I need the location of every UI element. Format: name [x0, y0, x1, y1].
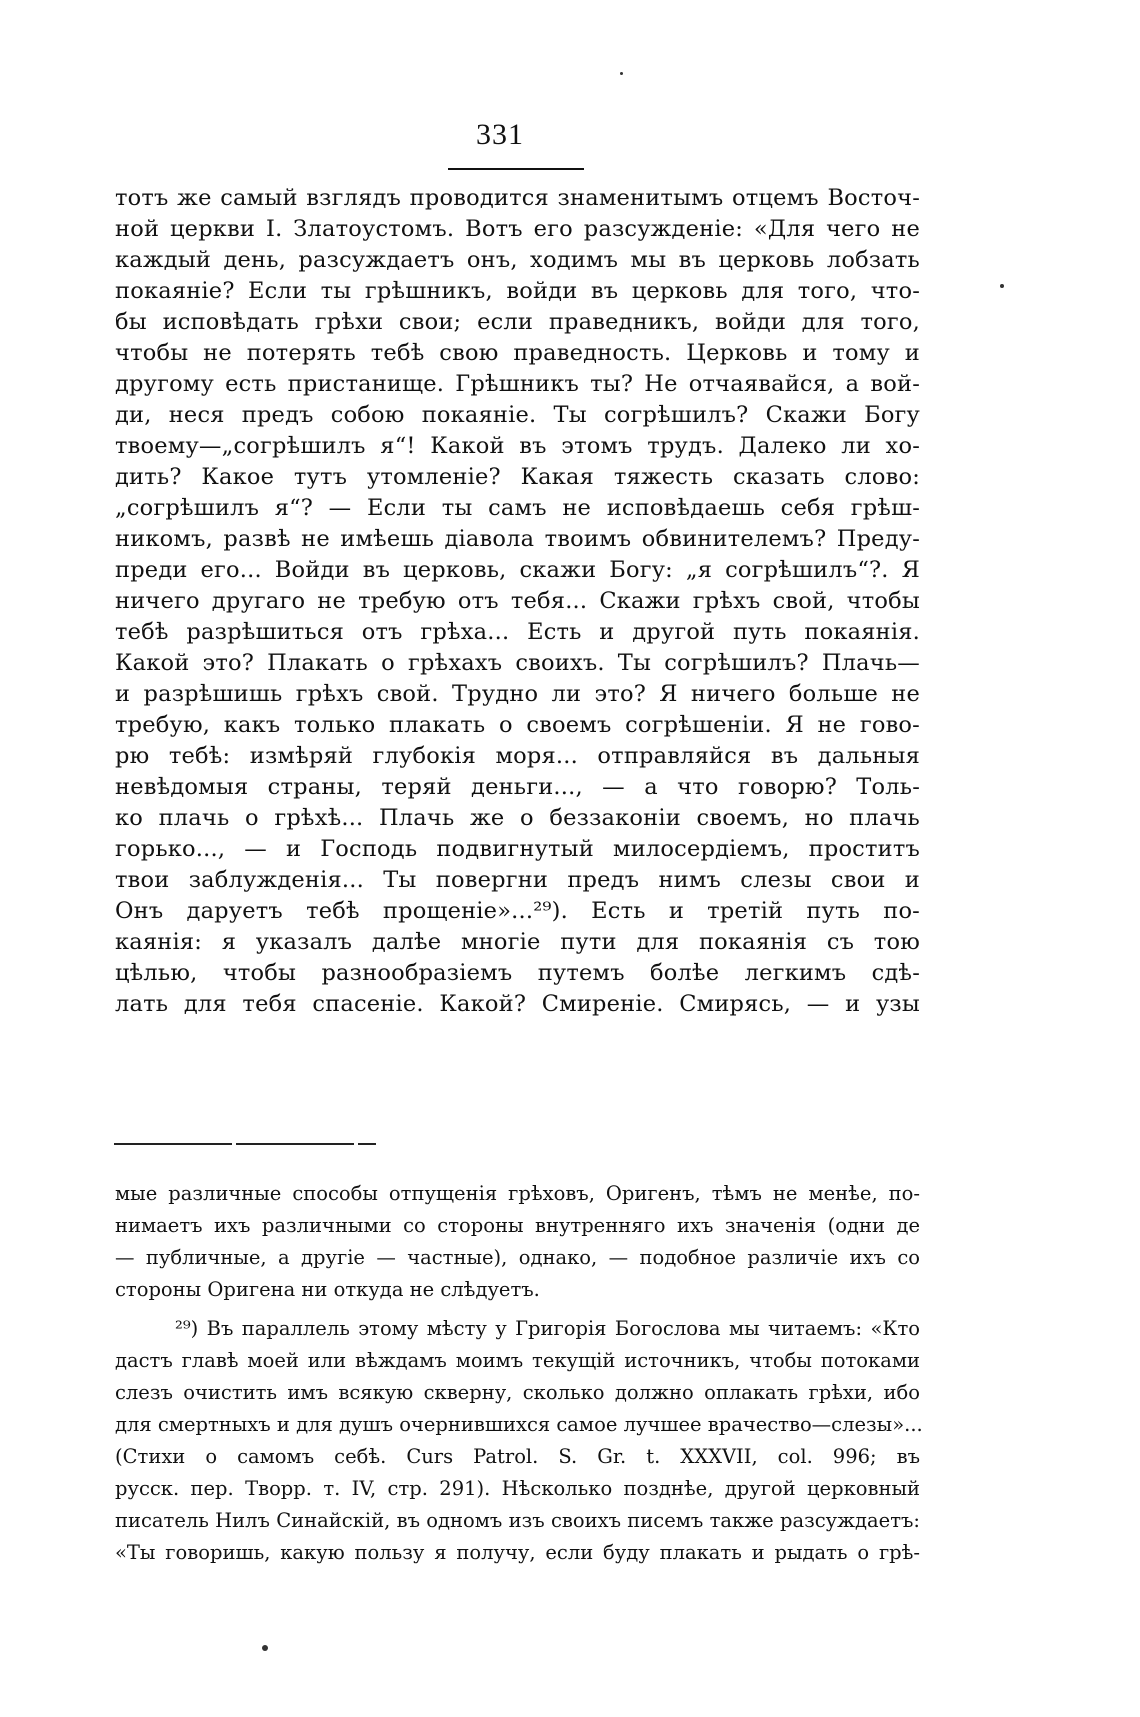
- footnote-line: «Ты говоришь, какую пользу я получу, если буду плакать и рыдать о грѣ-: [115, 1541, 920, 1564]
- scan-speck: [620, 72, 623, 75]
- footnote-separator: [114, 1143, 376, 1145]
- text-line: каянія: я указалъ далѣе многіе пути для покаянія съ тою: [115, 929, 920, 955]
- text-line: покаяніе? Если ты грѣшникъ, войди въ церковь для того, что-: [115, 278, 920, 304]
- footnote-line: для смертныхъ и для душъ очернившихся самое лучшее врачество—слезы»...: [115, 1413, 923, 1436]
- text-line: твои заблужденія... Ты повергни предъ нимъ слезы свои и: [115, 867, 920, 893]
- footnote-line: (Стихи о самомъ себѣ. Curs Patrol. S. Gr. t. XXXVII, col. 996; въ: [115, 1445, 920, 1468]
- text-line: ко плачь о грѣхѣ... Плачь же о беззаконіи своемъ, но плачь: [115, 805, 920, 831]
- footnote-line: стороны Оригена ни откуда не слѣдуетъ.: [115, 1278, 540, 1301]
- text-line: ничего другаго не требую отъ тебя... Скажи грѣхъ свой, чтобы: [115, 588, 920, 614]
- text-line: тебѣ разрѣшиться отъ грѣха... Есть и другой путь покаянія.: [115, 619, 920, 645]
- page-number-rule: [448, 168, 584, 170]
- footnote-line: мые различные способы отпущенія грѣховъ, Оригенъ, тѣмъ не менѣе, по-: [115, 1182, 920, 1205]
- footnote-line: дастъ главѣ моей или вѣждамъ моимъ текущій источникъ, чтобы потоками: [115, 1349, 920, 1372]
- text-line: лать для тебя спасеніе. Какой? Смиреніе. Смирясь, — и узы: [115, 991, 920, 1017]
- text-line: каждый день, разсуждаетъ онъ, ходимъ мы въ церковь лобзать: [115, 247, 920, 273]
- text-line: никомъ, развѣ не имѣешь діавола твоимъ обвинителемъ? Преду-: [115, 526, 920, 552]
- text-line: преди его... Войди въ церковь, скажи Богу: „я согрѣшилъ“?. Я: [115, 557, 920, 583]
- text-line: невѣдомыя страны, теряй деньги..., — а что говорю? Толь-: [115, 774, 920, 800]
- footnote-line: нимаетъ ихъ различными со стороны внутренняго ихъ значенія (одни де: [115, 1214, 920, 1237]
- scan-speck: [1000, 284, 1004, 288]
- text-line: тотъ же самый взглядъ проводится знаменитымъ отцемъ Восточ-: [115, 185, 920, 211]
- text-line: твоему—„согрѣшилъ я“! Какой въ этомъ трудъ. Далеко ли хо-: [115, 433, 920, 459]
- footnote-line: слезъ очистить имъ всякую скверну, сколько должно оплакать грѣхи, ибо: [115, 1381, 920, 1404]
- text-line: ди, неся предъ собою покаяніе. Ты согрѣшилъ? Скажи Богу: [115, 402, 920, 428]
- footnote-line: русск. пер. Творр. т. IV, стр. 291). Нѣсколько позднѣе, другой церковный: [115, 1477, 920, 1500]
- text-line: другому есть пристанище. Грѣшникъ ты? Не отчаявайся, а вой-: [115, 371, 920, 397]
- text-line: бы исповѣдать грѣхи свои; если праведникъ, войди для того,: [115, 309, 920, 335]
- page-number: 331: [476, 118, 524, 151]
- text-line: рю тебѣ: измѣряй глубокія моря... отправляйся въ дальныя: [115, 743, 920, 769]
- text-line: „согрѣшилъ я“? — Если ты самъ не исповѣдаешь себя грѣш-: [115, 495, 920, 521]
- text-line: цѣлью, чтобы разнообразіемъ путемъ болѣе легкимъ сдѣ-: [115, 960, 920, 986]
- text-line: ной церкви І. Златоустомъ. Вотъ его разсужденіе: «Для чего не: [115, 216, 920, 242]
- text-line: Онъ даруетъ тебѣ прощеніе»...²⁹). Есть и третій путь по-: [115, 898, 920, 924]
- text-line: требую, какъ только плакать о своемъ согрѣшеніи. Я не гово-: [115, 712, 920, 738]
- footnote-line: ²⁹) Въ параллель этому мѣсту у Григорія Богослова мы читаемъ: «Кто: [175, 1317, 920, 1340]
- footnote-line: — публичные, а другіе — частные), однако, — подобное различіе ихъ со: [115, 1246, 920, 1269]
- text-line: и разрѣшишь грѣхъ свой. Трудно ли это? Я ничего больше не: [115, 681, 920, 707]
- text-line: горько..., — и Господь подвигнутый милосердіемъ, проститъ: [115, 836, 920, 862]
- text-line: дить? Какое тутъ утомленіе? Какая тяжесть сказать слово:: [115, 464, 920, 490]
- text-line: Какой это? Плакать о грѣхахъ своихъ. Ты согрѣшилъ? Плачь—: [115, 650, 920, 676]
- text-line: чтобы не потерять тебѣ свою праведность. Церковь и тому и: [115, 340, 920, 366]
- scan-speck: [262, 1645, 268, 1651]
- footnote-line: писатель Нилъ Синайскій, въ одномъ изъ своихъ писемъ также разсуждаетъ:: [115, 1509, 920, 1532]
